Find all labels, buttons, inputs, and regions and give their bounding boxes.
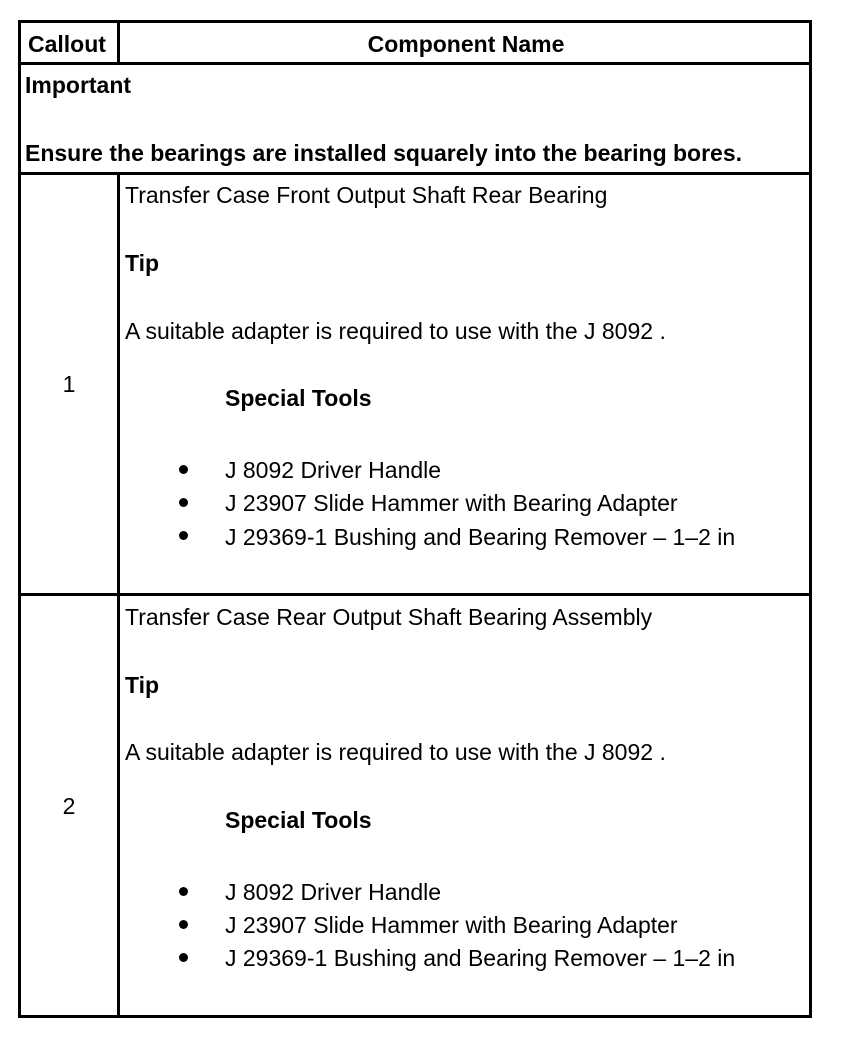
- row-2-bullet-1: [179, 887, 188, 896]
- important-divider: [21, 172, 809, 175]
- row-1-tool-2: J 23907 Slide Hammer with Bearing Adapter: [225, 490, 678, 516]
- row-1-bullet-1: [179, 465, 188, 474]
- row-1-callout: 1: [62, 371, 76, 397]
- row-2-component: Transfer Case Rear Output Shaft Bearing Assembly: [125, 604, 653, 630]
- row-1-tool-3: J 29369-1 Bushing and Bearing Remover – 1–2 in: [225, 524, 736, 550]
- row-1-tip-label: Tip: [125, 250, 160, 276]
- important-text: Ensure the bearings are installed squarely into the bearing bores.: [25, 140, 743, 166]
- row-2-tool-2: J 23907 Slide Hammer with Bearing Adapter: [225, 912, 678, 938]
- row-divider: [21, 593, 809, 596]
- important-label: Important: [25, 72, 132, 98]
- row-1-tool-1: J 8092 Driver Handle: [225, 457, 442, 483]
- row-1-bullet-3: [179, 531, 188, 540]
- row-2-tip-text: A suitable adapter is required to use with the J 8092 .: [125, 739, 666, 765]
- row-2-tool-3: J 29369-1 Bushing and Bearing Remover – 1–2 in: [225, 945, 736, 971]
- header-divider: [21, 62, 809, 65]
- body-column-divider: [117, 172, 120, 1015]
- row-2-tip-label: Tip: [125, 672, 160, 698]
- header-component-name: Component Name: [367, 31, 565, 57]
- row-1-tip-text: A suitable adapter is required to use with the J 8092 .: [125, 318, 666, 344]
- row-2-tools-heading: Special Tools: [225, 807, 372, 833]
- row-1-bullet-2: [179, 498, 188, 507]
- row-2-callout: 2: [62, 793, 76, 819]
- row-1-component: Transfer Case Front Output Shaft Rear Bearing: [125, 182, 608, 208]
- row-2-tool-1: J 8092 Driver Handle: [225, 879, 442, 905]
- row-1-tools-heading: Special Tools: [225, 385, 372, 411]
- header-callout: Callout: [28, 31, 106, 57]
- row-2-bullet-3: [179, 953, 188, 962]
- row-2-bullet-2: [179, 920, 188, 929]
- component-table: [18, 20, 812, 1018]
